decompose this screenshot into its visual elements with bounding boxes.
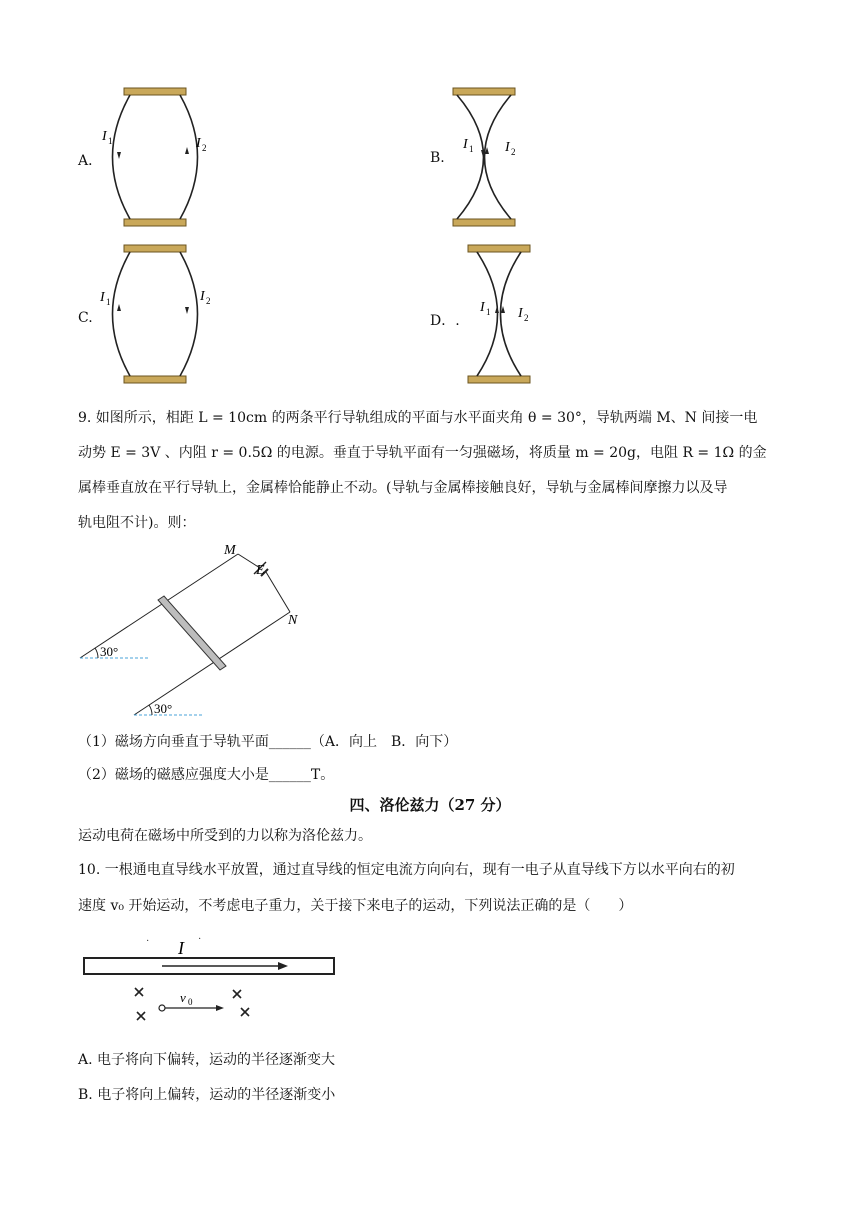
arrow-right-icon xyxy=(216,1005,224,1011)
section-title: 四、洛伦兹力（27 分） xyxy=(349,796,511,814)
arrow-down-icon xyxy=(117,152,121,159)
q9-line-2: 动势 E = 3V 、内阻 r = 0.5Ω 的电源。垂直于导轨平面有一匀强磁场，将质量 m = 20g，电阻 R = 1Ω 的金 xyxy=(78,445,767,461)
arrow-up-icon xyxy=(501,306,505,313)
svg-text:I: I xyxy=(505,140,510,155)
svg-text:I: I xyxy=(196,136,201,151)
q10-line-1: 10. 一根通电直导线水平放置，通过直导线的恒定电流方向向右，现有一电子从直导线下方以水平向右的初 xyxy=(78,862,735,878)
svg-text:I: I xyxy=(518,306,523,321)
top-plate xyxy=(124,245,186,252)
svg-text:30°: 30° xyxy=(100,644,119,659)
electron xyxy=(159,1005,165,1011)
arrow-up-icon xyxy=(185,147,189,154)
section-intro: 运动电荷在磁场中所受到的力以称为洛伦兹力。 xyxy=(78,828,372,844)
svg-text:2: 2 xyxy=(206,296,211,306)
q9-line-1: 9. 如图所示，相距 L = 10cm 的两条平行导轨组成的平面与水平面夹角 θ = 30°，导轨两端 M、N 间接一电 xyxy=(78,410,758,426)
option-c-label: C. xyxy=(78,310,93,326)
wire-2 xyxy=(485,95,512,219)
rail-lower xyxy=(134,612,290,715)
wire-1 xyxy=(113,95,131,219)
option-a-figure xyxy=(90,80,230,232)
option-d-figure xyxy=(460,238,600,388)
q9-line-3: 属棒垂直放在平行导轨上，金属棒恰能静止不动。(导轨与金属棒接触良好，导轨与金属棒间摩擦力以及导 xyxy=(78,480,728,496)
q10-wire-figure xyxy=(78,928,348,1028)
top-plate xyxy=(453,88,515,95)
top-plate xyxy=(468,245,530,252)
arrow-up-icon xyxy=(117,304,121,311)
q9-sub-1: （1）磁场方向垂直于导轨平面______（A．向上 B．向下） xyxy=(78,734,458,750)
top-plate xyxy=(124,88,186,95)
svg-text:2: 2 xyxy=(511,147,516,157)
arrow-right-icon xyxy=(278,962,288,970)
option-b-figure xyxy=(445,80,585,232)
svg-text:·: · xyxy=(198,934,202,945)
svg-text:1: 1 xyxy=(469,144,474,154)
svg-text:N: N xyxy=(288,613,298,628)
q9-rail-figure xyxy=(78,538,318,720)
svg-text:0: 0 xyxy=(188,997,193,1007)
q10-option-b[interactable]: B. 电子将向上偏转，运动的半径逐渐变小 xyxy=(78,1087,336,1103)
q10-option-a[interactable]: A. 电子将向下偏转，运动的半径逐渐变大 xyxy=(78,1052,336,1068)
svg-text:1: 1 xyxy=(486,307,491,317)
svg-text:M: M xyxy=(224,543,236,558)
option-d-label: D．. xyxy=(430,313,460,329)
q9-line-4: 轨电阻不计)。则： xyxy=(78,515,196,531)
arrow-up-icon xyxy=(495,306,499,313)
arrow-down-icon xyxy=(185,307,189,314)
rail-upper xyxy=(80,554,238,658)
wire-2 xyxy=(180,95,198,219)
svg-text:I: I xyxy=(178,938,184,958)
wire-2 xyxy=(180,252,198,376)
option-b-label: B. xyxy=(430,150,445,166)
svg-text:I: I xyxy=(480,300,485,315)
wire-1 xyxy=(457,95,484,219)
svg-text:30°: 30° xyxy=(154,701,173,716)
svg-text:I: I xyxy=(200,289,205,304)
metal-rod xyxy=(158,596,226,670)
bottom-plate xyxy=(468,376,530,383)
bottom-plate xyxy=(124,219,186,226)
q10-line-2: 速度 v₀ 开始运动，不考虑电子重力，关于接下来电子的运动，下列说法正确的是（ ） xyxy=(78,898,633,914)
svg-text:2: 2 xyxy=(524,313,529,323)
option-a-label: A． xyxy=(78,153,103,169)
svg-text:2: 2 xyxy=(202,143,207,153)
svg-text:·: · xyxy=(146,936,150,947)
svg-text:1: 1 xyxy=(106,297,111,307)
svg-text:I: I xyxy=(102,129,107,144)
q9-sub-2: （2）磁场的磁感应强度大小是______T。 xyxy=(78,767,335,783)
bottom-plate xyxy=(124,376,186,383)
svg-text:I: I xyxy=(463,137,468,152)
svg-text:E: E xyxy=(256,563,265,578)
bottom-plate xyxy=(453,219,515,226)
wire-1 xyxy=(113,252,131,376)
svg-text:I: I xyxy=(100,290,105,305)
svg-text:1: 1 xyxy=(108,136,113,146)
svg-text:v: v xyxy=(180,990,186,1005)
option-c-figure xyxy=(90,238,230,388)
